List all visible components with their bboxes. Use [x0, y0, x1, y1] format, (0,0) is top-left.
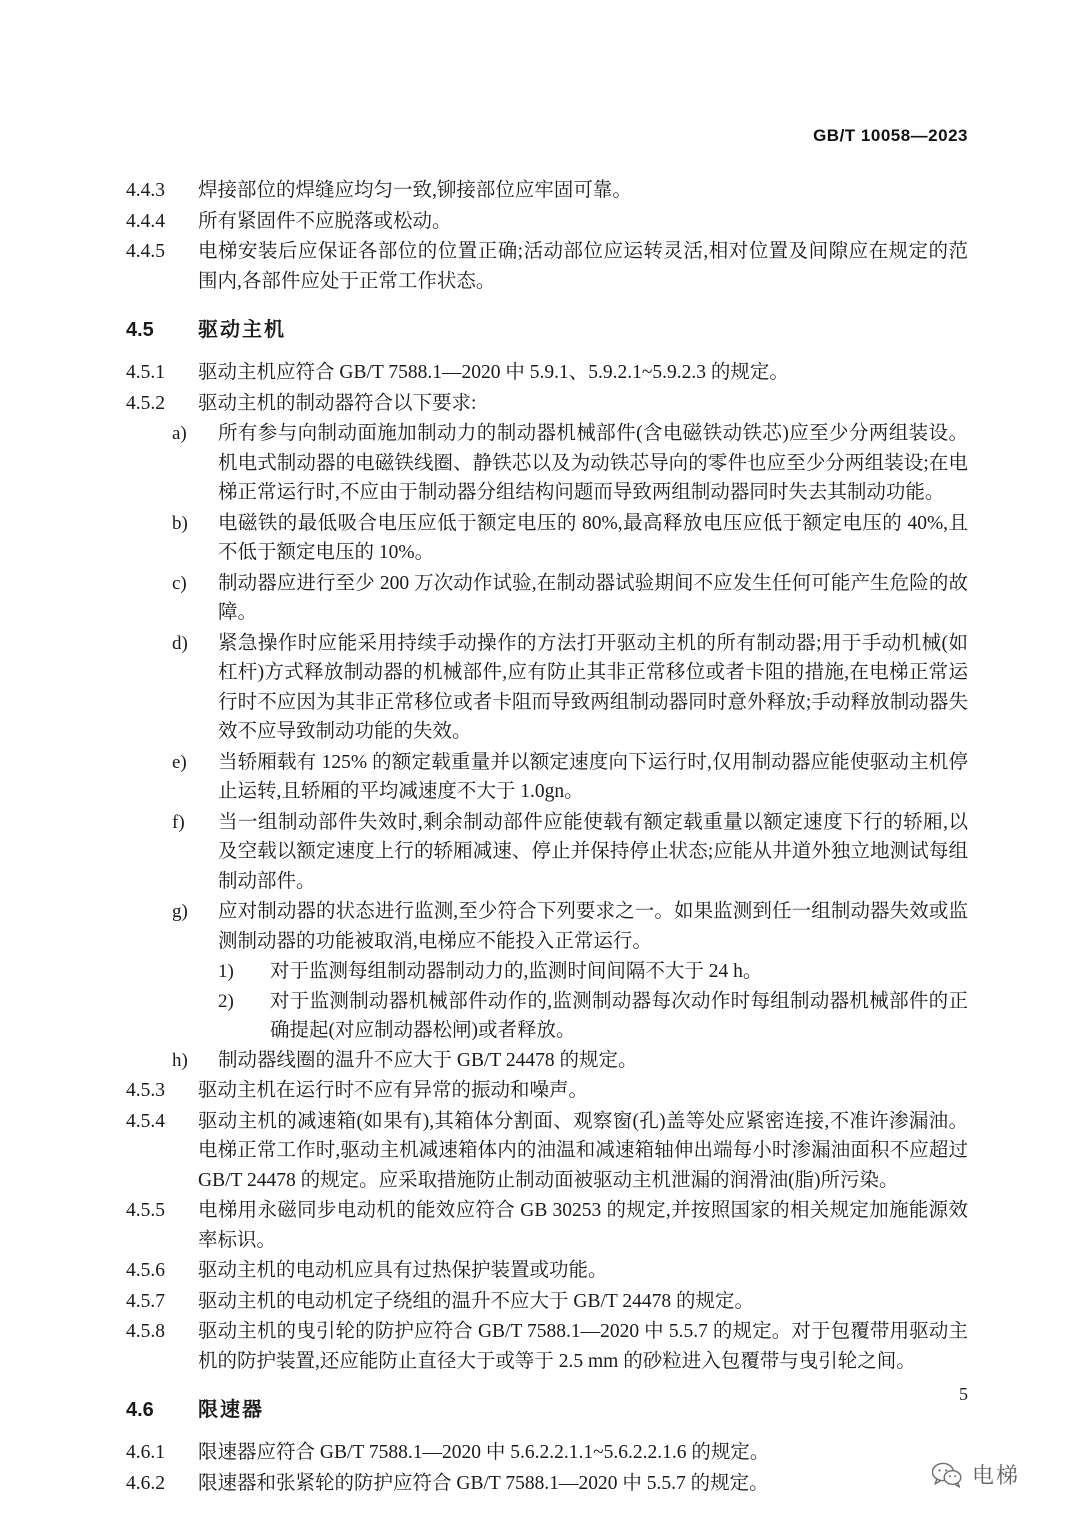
list-item-b	[126, 509, 968, 568]
clause-text: 驱动主机的电动机应具有过热保护装置或功能。	[198, 1260, 608, 1281]
list-item-a	[126, 419, 968, 508]
section-heading-4-6	[126, 1396, 968, 1424]
clause-number: 4.4.3	[126, 180, 165, 201]
list-item-e	[126, 748, 968, 807]
clause-4-4-4	[126, 207, 968, 237]
clause-number: 4.5.2	[126, 392, 165, 414]
list-item-text: 当一组制动部件失效时,剩余制动部件应能使载有额定载重量以额定速度下行的轿厢,以及空载以额定速度上行的轿厢减速、停止并保持停止状态;应能从井道外独立地测试每组制动部件。	[218, 811, 968, 892]
clause-4-5-8	[126, 1317, 968, 1376]
section-number: 4.5	[126, 319, 154, 341]
clause-number: 4.5.7	[126, 1290, 165, 1312]
list-item-h	[126, 1046, 968, 1076]
clause-4-5-4	[126, 1107, 968, 1196]
list-item-marker: f)	[172, 811, 185, 833]
list-item-marker: g)	[172, 901, 188, 922]
sublist-item-2	[126, 987, 968, 1046]
sublist-item-marker: 1)	[218, 961, 234, 982]
section-number: 4.6	[126, 1399, 154, 1421]
clause-text: 焊接部位的焊缝应均匀一致,铆接部位应牢固可靠。	[198, 180, 632, 201]
clause-text: 驱动主机的制动器符合以下要求:	[198, 392, 477, 414]
clause-number: 4.5.8	[126, 1321, 165, 1342]
list-item-d	[126, 629, 968, 747]
list-item-f	[126, 808, 968, 897]
clause-number: 4.4.5	[126, 241, 165, 262]
list-item-g	[126, 897, 968, 956]
list-item-text: 当轿厢载有 125% 的额定载重量并以额定速度向下运行时,仅用制动器应能使驱动主机停止运转,且轿厢的平均减速度不大于 1.0gn。	[218, 751, 968, 802]
section-title-text: 驱动主机	[198, 319, 286, 341]
clause-4-4-5	[126, 237, 968, 296]
sublist-item-text: 对于监测每组制动器制动力的,监测时间间隔不大于 24 h。	[270, 961, 763, 982]
clause-number: 4.4.4	[126, 210, 165, 232]
list-item-text: 制动器线圈的温升不应大于 GB/T 24478 的规定。	[218, 1049, 638, 1071]
clause-text: 驱动主机在运行时不应有异常的振动和噪声。	[198, 1080, 589, 1101]
clause-4-4-3	[126, 176, 968, 206]
clause-4-5-5	[126, 1196, 968, 1255]
clause-text: 驱动主机的曳引轮的防护应符合 GB/T 7588.1—2020 中 5.5.7 的规定。对于包覆带用驱动主机的防护装置,还应能防止直径大于或等于 2.5 mm 的砂粒进入包覆带与曳引轮之间。	[198, 1321, 968, 1372]
list-item-marker: b)	[172, 512, 188, 534]
clause-text: 电梯安装后应保证各部位的位置正确;活动部位应运转灵活,相对位置及间隙应在规定的范围内,各部件应处于正常工作状态。	[198, 241, 968, 292]
page-number: 5	[959, 1384, 968, 1404]
sublist-item-marker: 2)	[218, 990, 234, 1012]
clause-4-5-7	[126, 1287, 968, 1317]
list-item-marker: c)	[172, 572, 187, 594]
list-item-marker: d)	[172, 632, 188, 654]
list-item-text: 所有参与向制动面施加制动力的制动器机械部件(含电磁铁动铁芯)应至少分两组装设。机电式制动器的电磁铁线圈、静铁芯以及为动铁芯导向的零件也应至少分两组装设;在电梯正常运行时,不应由于制动器分组结构问题而导致两组制动器同时失去其制动功能。	[218, 423, 968, 503]
page-header-standard-number: GB/T 10058—2023	[813, 126, 968, 145]
list-item-text: 应对制动器的状态进行监测,至少符合下列要求之一。如果监测到任一组制动器失效或监测制动器的功能被取消,电梯应不能投入正常运行。	[218, 901, 968, 952]
section-heading-4-5	[126, 316, 968, 344]
list-item-c	[126, 569, 968, 628]
wechat-account-badge	[932, 1459, 1020, 1490]
clause-number: 4.6.1	[126, 1442, 165, 1463]
clause-4-5-6	[126, 1256, 968, 1286]
clause-text: 所有紧固件不应脱落或松动。	[198, 210, 452, 232]
list-item-marker: a)	[172, 423, 187, 444]
clause-number: 4.5.3	[126, 1080, 165, 1101]
clause-4-5-1	[126, 358, 968, 388]
list-item-marker: e)	[172, 751, 187, 773]
clause-text: 限速器和张紧轮的防护应符合 GB/T 7588.1—2020 中 5.5.7 的规定。	[198, 1472, 769, 1494]
clause-4-6-1	[126, 1438, 968, 1468]
clause-number: 4.5.1	[126, 362, 165, 383]
clause-text: 驱动主机应符合 GB/T 7588.1—2020 中 5.9.1、5.9.2.1~5.9.2.3 的规定。	[198, 362, 789, 383]
list-item-marker: h)	[172, 1049, 188, 1071]
clause-number: 4.5.5	[126, 1200, 165, 1221]
clause-number: 4.6.2	[126, 1472, 165, 1494]
section-title-text: 限速器	[198, 1399, 264, 1421]
clause-4-5-3	[126, 1076, 968, 1106]
clause-number: 4.5.4	[126, 1110, 165, 1132]
list-item-text: 电磁铁的最低吸合电压应低于额定电压的 80%,最高释放电压应低于额定电压的 40%,且不低于额定电压的 10%。	[218, 512, 968, 563]
wechat-icon	[932, 1462, 962, 1488]
clause-text: 电梯用永磁同步电动机的能效应符合 GB 30253 的规定,并按照国家的相关规定加施能源效率标识。	[198, 1200, 968, 1251]
document-body	[126, 176, 968, 1499]
clause-4-6-2	[126, 1469, 968, 1499]
clause-number: 4.5.6	[126, 1260, 165, 1281]
list-item-text: 紧急操作时应能采用持续手动操作的方法打开驱动主机的所有制动器;用于手动机械(如杠杆)方式释放制动器的机械部件,应有防止其非正常移位或者卡阻的措施,在电梯正常运行时不应因为其非正常移位或者卡阻而导致两组制动器同时意外释放;手动释放制动器失效不应导致制动功能的失效。	[218, 632, 968, 742]
wechat-account-name: 电梯	[971, 1463, 1020, 1488]
list-item-text: 制动器应进行至少 200 万次动作试验,在制动器试验期间不应发生任何可能产生危险的故障。	[218, 572, 968, 623]
clause-text: 限速器应符合 GB/T 7588.1—2020 中 5.6.2.2.1.1~5.6.2.2.1.6 的规定。	[198, 1442, 770, 1463]
sublist-item-text: 对于监测制动器机械部件动作的,监测制动器每次动作时每组制动器机械部件的正确提起(对应制动器松闸)或者释放。	[270, 990, 968, 1041]
clause-text: 驱动主机的电动机定子绕组的温升不应大于 GB/T 24478 的规定。	[198, 1290, 754, 1312]
clause-text: 驱动主机的减速箱(如果有),其箱体分割面、观察窗(孔)盖等处应紧密连接,不准许渗漏油。电梯正常工作时,驱动主机减速箱体内的油温和减速箱轴伸出端每小时渗漏油面积不应超过 GB/T 24478 的规定。应采取措施防止制动面被驱动主机泄漏的润滑油(脂)所污染。	[198, 1110, 968, 1191]
clause-4-5-2	[126, 389, 968, 419]
sublist-item-1	[126, 957, 968, 987]
